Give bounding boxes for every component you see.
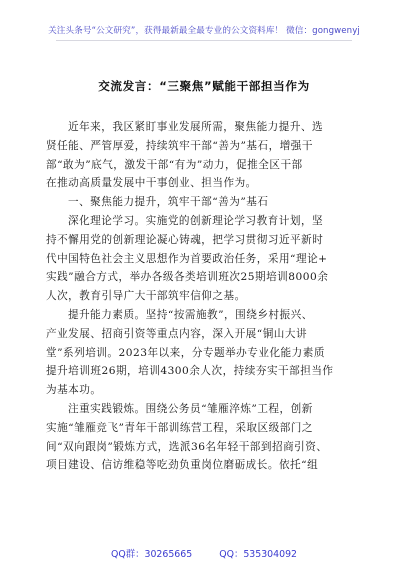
paragraph-line: 实践”融合方式，举办各级各类培训班次25期培训8000余 bbox=[46, 271, 329, 284]
header-divider bbox=[56, 40, 352, 41]
paragraph-line: 一、聚焦能力提升，筑牢干部“善为”基石 bbox=[68, 196, 269, 209]
paragraph-line: 部“敢为”底气，激发干部“有为”动力，促推全区干部 bbox=[46, 158, 303, 171]
paragraph-line: 实施“雏雁竞飞”青年干部训练营工程，采取区级部门之 bbox=[46, 421, 313, 434]
paragraph-line: 持不懈用党的创新理论凝心铸魂，把学习贯彻习近平新时 bbox=[46, 233, 324, 246]
paragraph-line: 代中国特色社会主义思想作为首要政治任务，采用“理论+ bbox=[46, 252, 328, 265]
paragraph-line: 提升培训班26期，培训4300余人次，持续夯实干部担当作 bbox=[46, 365, 334, 378]
paragraph-line: 产业发展、招商引资等重点内容，深入开展“铜山大讲 bbox=[46, 327, 308, 340]
paragraph-line: 近年来，我区紧盯事业发展所需，聚焦能力提升、选 bbox=[68, 121, 324, 133]
header-banner: 关注头条号“公文研究”，获得最新最全最专业的公文资料库！ 微信：gongwenyj bbox=[48, 26, 360, 36]
paragraph-line: 堂”系列培训。2023年以来，分专题举办专业化能力素质 bbox=[46, 346, 325, 359]
footer bbox=[0, 546, 408, 560]
paragraph-line: 注重实践锻炼。围绕公务员“雏雁淬炼”工程，创新 bbox=[68, 402, 313, 415]
footer-qq-contact: QQ：535304092 bbox=[219, 549, 298, 560]
document-body bbox=[46, 118, 364, 475]
document-title: 交流发言：“三聚焦”赋能干部担当作为 bbox=[98, 79, 310, 93]
paragraph-line: 人次，教育引导广大干部筑牢信仰之基。 bbox=[46, 290, 246, 303]
paragraph-line: 贤任能、严管厚爱，持续筑牢干部“善为”基石，增强干 bbox=[46, 139, 313, 152]
paragraph-line: 深化理论学习。实施党的创新理论学习教育计划，坚 bbox=[68, 214, 324, 227]
paragraph-line: 在推动高质量发展中干事创业、担当作为。 bbox=[46, 177, 257, 190]
paragraph-line: 间“双向跟岗”锻炼方式，选派36名年轻干部到招商引资、 bbox=[46, 440, 328, 453]
paragraph-line: 项目建设、信访维稳等吃劲负重岗位磨砺成长。依托“组 bbox=[46, 459, 319, 472]
paragraph-line: 为基本功。 bbox=[46, 384, 102, 397]
paragraph-line: 提升能力素质。坚持“按需施教”，围绕乡村振兴、 bbox=[68, 308, 313, 321]
footer-qq-group: QQ群：30265665 bbox=[110, 549, 193, 560]
